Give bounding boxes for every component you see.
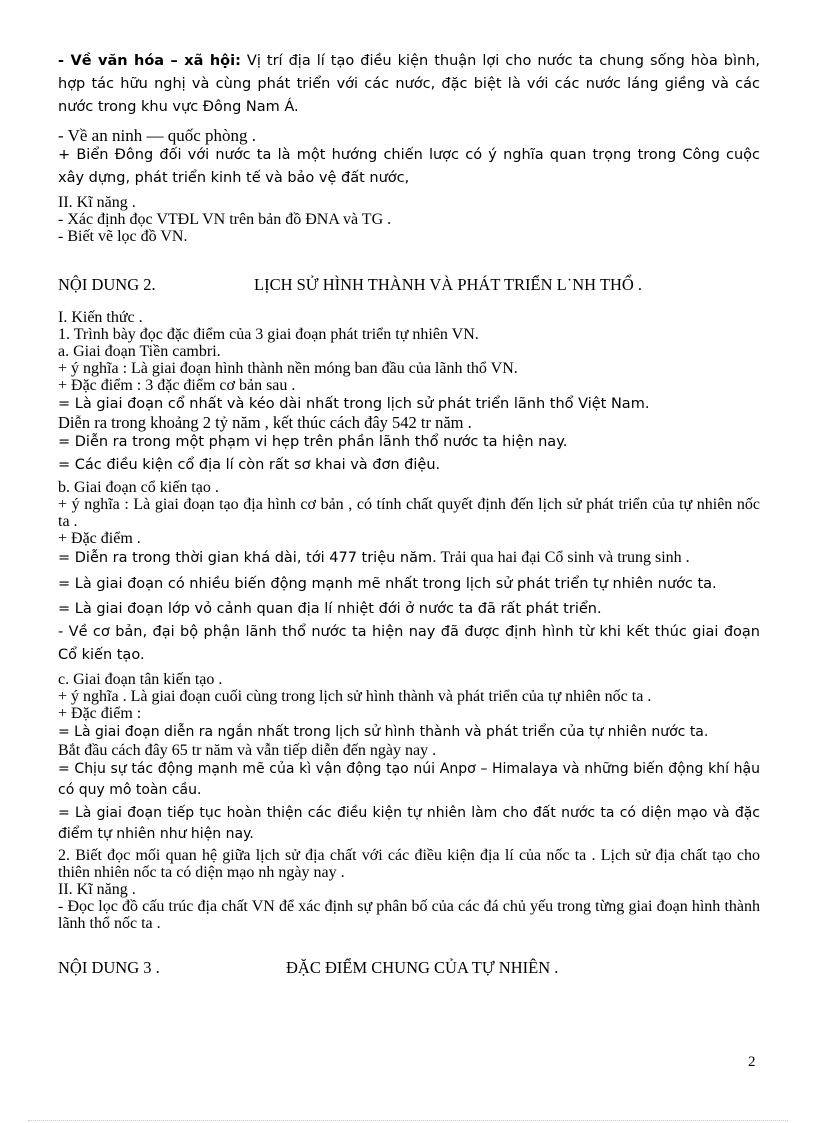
skill-item-3: - Đọc lọc đồ cấu trúc địa chất VN để xác định sự phân bố của các đá chủ yếu trong từng giai đoạn hình thành lãnh thổ nốc ta .: [58, 898, 760, 932]
stage-b-title: b. Giai đoạn cổ kiến tạo .: [58, 479, 219, 496]
stage-b-meaning: + ý nghĩa : Là giai đoạn tạo địa hình cơ bản , có tính chất quyết định đến lịch sử phát triển của tự nhiên nốc ta .: [58, 496, 760, 530]
stage-b-feature-3: = Là giai đoạn lớp vỏ cảnh quan địa lí nhiệt đới ở nước ta đã rất phát triển.: [58, 601, 602, 617]
stage-a-title: a. Giai đoạn Tiền cambri.: [58, 343, 221, 360]
stage-b-features: + Đặc điểm .: [58, 530, 141, 547]
stage-b-feature-4: - Về cơ bản, đại bộ phận lãnh thổ nước ta hiện nay đã được định hình từ khi kết thúc giai đoạn Cổ kiến tạo.: [58, 624, 760, 663]
stage-b-feature-1: [58, 547, 760, 569]
stage-c-title: c. Giai đoạn tân kiến tạo .: [58, 671, 223, 688]
stage-a-meaning: + ý nghĩa : Là giai đoạn hình thành nền móng ban đầu của lãnh thổ VN.: [58, 360, 518, 377]
skill-item-2: - Biết vẽ lọc đồ VN.: [58, 228, 188, 245]
document-page: [58, 50, 760, 978]
security-text: + Biển Đông đối với nước ta là một hướng chiến lược có ý nghĩa quan trọng trong Công cuộc xây dựng, phát triển kinh tế và bảo vệ đất nước,: [58, 147, 760, 186]
section-3-heading: [58, 958, 760, 978]
stage-c-feature-2: = Chịu sự tác động mạnh mẽ của kì vận động tạo núi Anpơ – Himalaya và những biến động khí hậu có quy mô toàn cầu.: [58, 761, 760, 798]
skills-title-2: II. Kĩ năng .: [58, 881, 136, 898]
stage-b-feature-1b: Trải qua hai đại Cổ sinh và trung sinh .: [436, 549, 690, 566]
stage-c-feature-1b: Bắt đầu cách đây 65 tr năm và vẫn tiếp diễn đến ngày nay .: [58, 742, 437, 759]
stage-a-features: + Đặc điểm : 3 đặc điểm cơ bản sau .: [58, 377, 296, 394]
stage-a-feature-2: = Diễn ra trong một phạm vi hẹp trên phần lãnh thổ nước ta hiện nay.: [58, 434, 568, 450]
stage-b-feature-1a: = Diễn ra trong thời gian khá dài, tới 477 triệu năm.: [58, 550, 437, 566]
section-3-title: ĐẶC ĐIỂM CHUNG CỦA TỰ NHIÊN .: [286, 958, 559, 977]
stage-c-feature-1: = Là giai đoạn diễn ra ngắn nhất trong lịch sử hình thành và phát triển của tự nhiên nước ta.: [58, 724, 709, 740]
security-label: - Về an ninh — quốc phòng .: [58, 126, 256, 145]
section-3-number: NỘI DUNG 3 .: [58, 958, 160, 977]
stage-c-features: + Đặc điểm :: [58, 705, 142, 722]
culture-paragraph: [58, 50, 760, 119]
stage-a-feature-1: = Là giai đoạn cổ nhất và kéo dài nhất trong lịch sử phát triển lãnh thổ Việt Nam.: [58, 396, 650, 412]
section-2-title: LỊCH SỬ HÌNH THÀNH VÀ PHÁT TRIỂN L˙NH THỔ .: [254, 275, 643, 294]
section-2-number: NỘI DUNG 2.: [58, 275, 156, 294]
stage-b-feature-2: = Là giai đoạn có nhiều biến động mạnh mẽ nhất trong lịch sử phát triển tự nhiên nước ta.: [58, 576, 717, 592]
knowledge-title: I. Kiến thức .: [58, 309, 143, 326]
page-divider: [28, 1120, 788, 1121]
stage-a-feature-3: = Các điều kiện cổ địa lí còn rất sơ khai và đơn điệu.: [58, 457, 441, 473]
page-number: 2: [748, 1054, 756, 1070]
skills-title-1: II. Kĩ năng .: [58, 194, 136, 211]
stage-c-feature-3: = Là giai đoạn tiếp tục hoàn thiện các điều kiện tự nhiên làm cho đất nước ta có diện mạo và đặc điểm tự nhiên như hiện nay.: [58, 805, 760, 842]
stage-a-feature-1b: Diễn ra trong khoảng 2 tỷ năm , kết thúc cách đây 542 tr năm .: [58, 413, 472, 432]
section-2-heading: [58, 275, 760, 295]
culture-label: - Về văn hóa – xã hội:: [58, 53, 241, 69]
question-2: 2. Biết đọc mối quan hệ giữa lịch sử địa chất với các điều kiện địa lí của nốc ta . Lịch sử địa chất tạo cho thiên nhiên nốc ta có diện mạo nh ngày nay .: [58, 847, 760, 881]
skill-item-1: - Xác định đọc VTĐL VN trên bản đồ ĐNA và TG .: [58, 211, 392, 228]
stage-c-meaning: + ý nghĩa . Là giai đoạn cuối cùng trong lịch sử hình thành và phát triển của tự nhiên nốc ta .: [58, 688, 652, 705]
question-1: 1. Trình bày đọc đặc điểm của 3 giai đoạn phát triển tự nhiên VN.: [58, 326, 479, 343]
culture-text: Vị trí địa lí tạo điều kiện thuận lợi cho nước ta chung sống hòa bình, hợp tác hữu nghị và cùng phát triển với các nước, đặc biệt là với các nước láng giềng và các nước trong khu vực Đông Nam Á.: [58, 53, 760, 115]
